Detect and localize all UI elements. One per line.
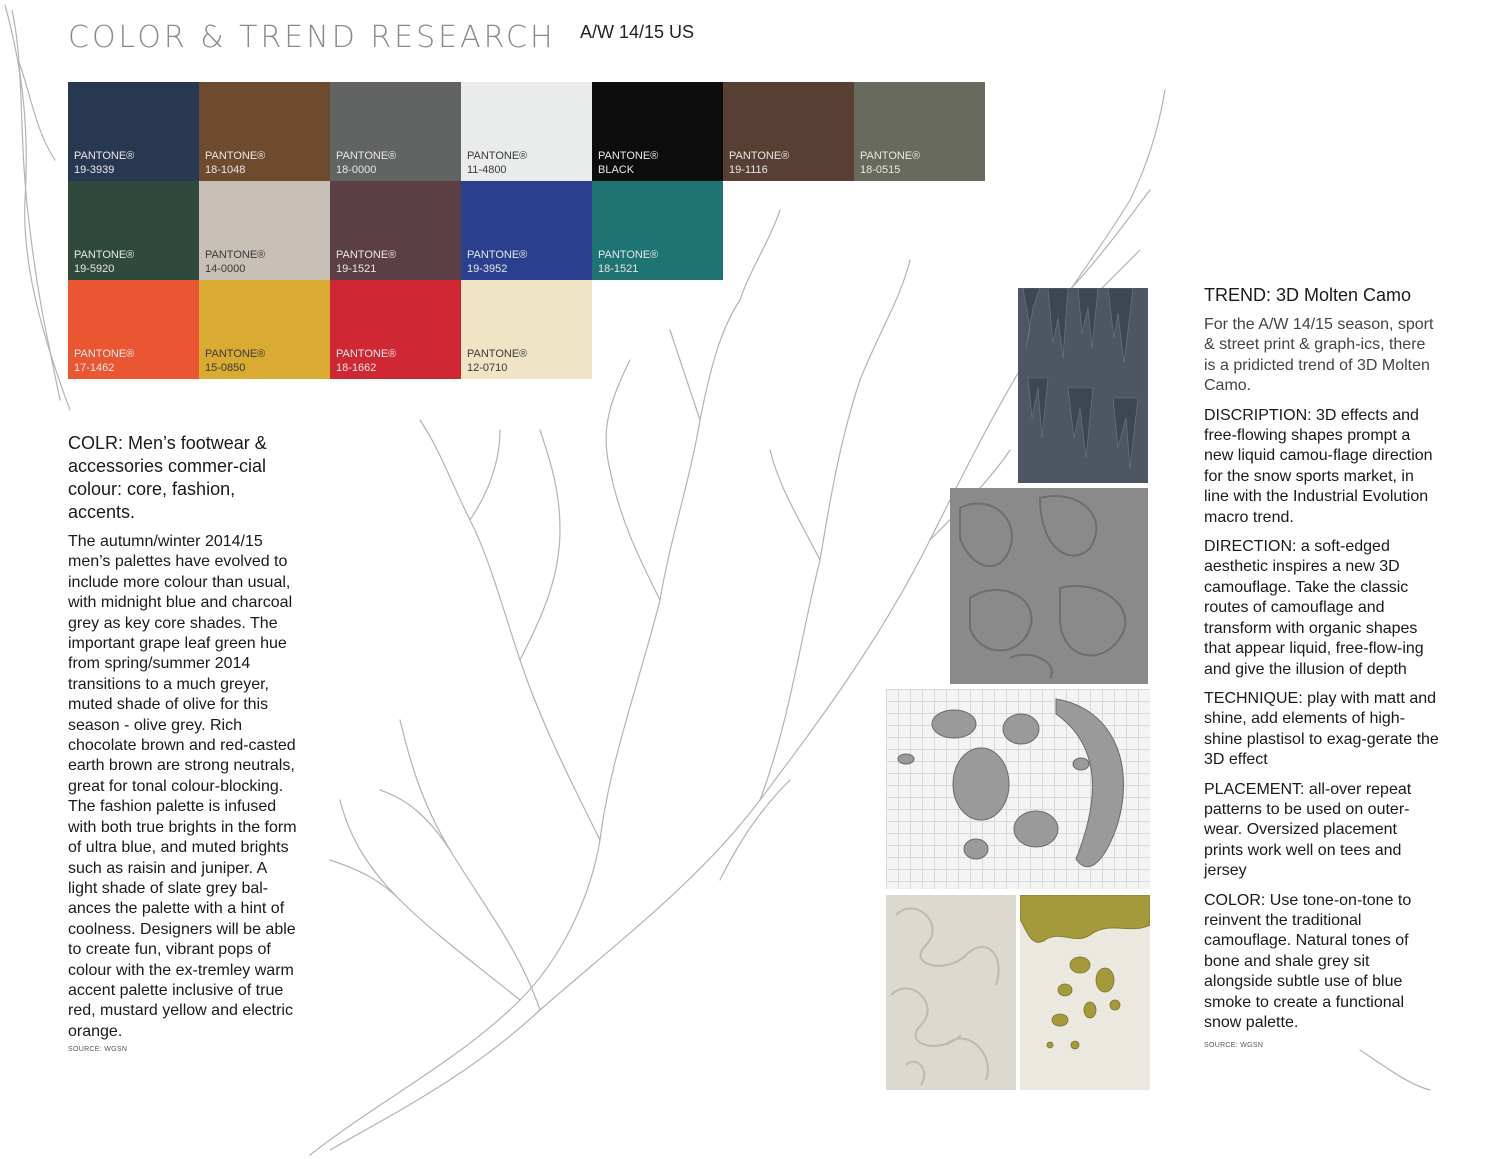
- swatch-brand: PANTONE®: [205, 348, 266, 360]
- pantone-swatch: [723, 82, 854, 181]
- pantone-swatch: [199, 82, 330, 181]
- swatch-brand: PANTONE®: [74, 150, 135, 162]
- swatch-code: 15-0850: [205, 362, 246, 374]
- swatch-label: [598, 149, 658, 177]
- trend-section: [1204, 284, 1440, 1049]
- trend-title: TREND: 3D Molten Camo: [1204, 285, 1412, 305]
- season-label: A/W 14/15 US: [580, 22, 695, 42]
- swatch-code: 17-1462: [74, 362, 115, 374]
- texture-grey-embossed-camo: [950, 488, 1148, 684]
- swatch-code: 18-1521: [598, 263, 639, 275]
- swatch-label: [205, 149, 265, 177]
- swatch-label: [467, 149, 527, 177]
- swatch-label: [336, 347, 396, 375]
- swatch-code: BLACK: [598, 164, 635, 176]
- page-title: COLOR & TREND RESEARCH: [68, 20, 556, 55]
- trend-description: DISCRIPTION: 3D effects and free-flowing shapes prompt a new liquid camou-flage direction for the snow sports market, in line with the Industrial Evolution macro trend.: [1204, 406, 1433, 526]
- swatch-brand: PANTONE®: [729, 150, 790, 162]
- swatch-brand: PANTONE®: [860, 150, 921, 162]
- swatch-label: [598, 248, 658, 276]
- swatch-brand: PANTONE®: [467, 150, 528, 162]
- swatch-code: 19-1521: [336, 263, 377, 275]
- swatch-brand: PANTONE®: [205, 150, 266, 162]
- pantone-swatch: [68, 82, 199, 181]
- swatch-code: 18-1662: [336, 362, 377, 374]
- trend-technique: TECHNIQUE: play with matt and shine, add elements of high-shine plastisol to exag-gerate the 3D effect: [1204, 689, 1439, 769]
- pantone-swatch: [461, 82, 592, 181]
- swatch-brand: PANTONE®: [205, 249, 266, 261]
- pantone-swatch: [854, 82, 985, 181]
- pantone-swatch: [199, 280, 330, 379]
- texture-olive-splash: [1020, 895, 1150, 1090]
- colour-source: SOURCE: WGSN: [68, 1046, 128, 1054]
- swatch-label: [205, 347, 265, 375]
- swatch-label: [729, 149, 789, 177]
- pantone-swatch: [330, 82, 461, 181]
- swatch-code: 18-0515: [860, 164, 901, 176]
- colour-section: [68, 432, 300, 1053]
- swatch-brand: PANTONE®: [74, 348, 135, 360]
- colour-heading: COLR: Men’s footwear & accessories commer-cial colour: core, fashion, accents.: [68, 433, 267, 522]
- trend-direction: DIRECTION: a soft-edged aesthetic inspires a new 3D camouflage. Take the classic routes of camouflage and transform with organic shapes that appear liquid, free-flow-ing and give the illusion of depth: [1204, 538, 1424, 678]
- swatch-code: 12-0710: [467, 362, 508, 374]
- swatch-code: 19-5920: [74, 263, 115, 275]
- swatch-brand: PANTONE®: [336, 348, 397, 360]
- colour-body: The autumn/winter 2014/15 men’s palettes have evolved to include more colour than usual, with midnight blue and charcoal grey as key core shades. The important grape leaf green hue from spring/summer 2014 transitions to a much greyer, muted shade of olive for this season - olive grey. Rich chocolate brown and red-casted earth brown are strong neutrals, great for tonal colour-blocking. The fashion palette is infused with both true brights in the form of ultra blue, and muted brights such as raisin and juniper. A light shade of slate grey bal-ances the palette with a hint of coolness. Designers will be able to create fun, vibrant pops of colour with the ex-tremley warm accent palette inclusive of true red, mustard yellow and electric orange.: [68, 533, 297, 1040]
- trend-intro: For the A/W 14/15 season, sport & street print & graph-ics, there is a pridicted trend of 3D Molten Camo.: [1204, 316, 1434, 395]
- swatch-label: [336, 248, 396, 276]
- pantone-swatch: [68, 280, 199, 379]
- swatch-label: [74, 149, 134, 177]
- swatch-code: 18-1048: [205, 164, 246, 176]
- swatch-code: 19-1116: [729, 164, 768, 176]
- trend-color: COLOR: Use tone-on-tone to reinvent the traditional camouflage. Natural tones of bone and shale grey sit alongside subtle use of blue smoke to create a functional snow palette.: [1204, 891, 1412, 1031]
- pantone-swatch: [199, 181, 330, 280]
- swatch-label: [467, 248, 527, 276]
- swatch-label: [860, 149, 920, 177]
- swatch-brand: PANTONE®: [336, 150, 397, 162]
- swatch-code: 19-3952: [467, 263, 508, 275]
- swatch-brand: PANTONE®: [467, 249, 528, 261]
- swatch-code: 19-3939: [74, 164, 115, 176]
- texture-dark-drips: [1018, 288, 1148, 483]
- swatch-brand: PANTONE®: [336, 249, 397, 261]
- pantone-swatch: [592, 181, 723, 280]
- swatch-brand: PANTONE®: [74, 249, 135, 261]
- swatch-label: [74, 248, 134, 276]
- swatch-label: [467, 347, 527, 375]
- pantone-swatch: [330, 280, 461, 379]
- pantone-swatch: [461, 280, 592, 379]
- trend-placement: PLACEMENT: all-over repeat patterns to be used on outer-wear. Oversized placement prints work well on tees and jersey: [1204, 780, 1412, 880]
- pantone-swatch: [592, 82, 723, 181]
- texture-grid-molten-blobs: [886, 689, 1150, 889]
- swatch-code: 18-0000: [336, 164, 377, 176]
- swatch-label: [205, 248, 265, 276]
- swatch-brand: PANTONE®: [598, 150, 659, 162]
- texture-bone-relief: [886, 895, 1016, 1090]
- swatch-code: 14-0000: [205, 263, 246, 275]
- trend-source: SOURCE: WGSN: [1204, 1042, 1264, 1050]
- swatch-brand: PANTONE®: [598, 249, 659, 261]
- swatch-brand: PANTONE®: [467, 348, 528, 360]
- swatch-code: 11-4800: [467, 164, 507, 176]
- pantone-swatch: [461, 181, 592, 280]
- swatch-label: [74, 347, 134, 375]
- swatch-label: [336, 149, 396, 177]
- pantone-swatch: [68, 181, 199, 280]
- pantone-swatch: [330, 181, 461, 280]
